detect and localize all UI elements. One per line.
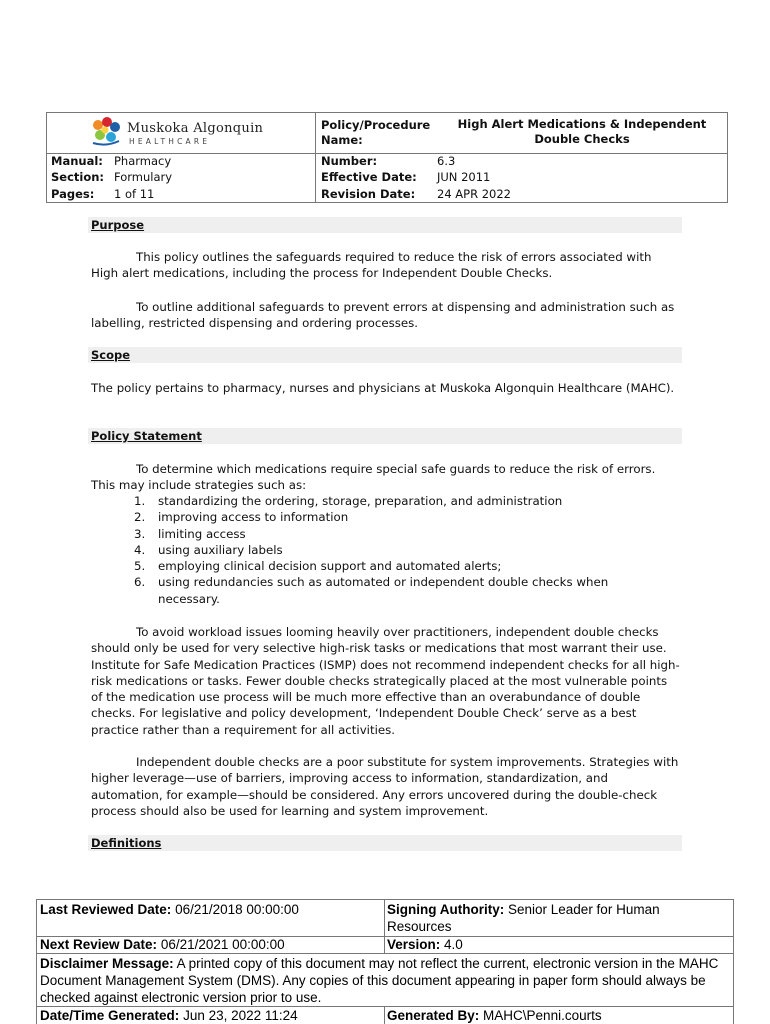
purpose-heading: Purpose — [91, 218, 145, 232]
generated-by-value: MAHC\Penni.courts — [483, 1008, 602, 1023]
list-item: 2. improving access to information — [134, 510, 349, 525]
list-item: 3. limiting access — [134, 526, 246, 541]
number-label: Number: — [321, 154, 378, 168]
policy-statement-heading-bar — [88, 428, 682, 444]
next-review-label: Next Review Date: — [40, 937, 158, 952]
revision-date-value: 24 APR 2022 — [437, 187, 512, 201]
policy-statement-paragraph-2: To avoid workload issues looming heavily over practitioners, independent double checks should only be used for very selective high-risk tasks or medications that most warrant their use. Institute for Safe Medication Practices (ISMP) does not recommend independent checks for all high-risk medications or tasks. Fewer double checks strategically placed at the most vulnerable points of the medication use process will be much more effective than an overabundance of double checks. For legislative and policy development, ‘Independent Double Check’ serve as a best practice rather than a requirement for all activities. — [91, 625, 680, 737]
scope-paragraph: The policy pertains to pharmacy, nurses and physicians at Muskoka Algonquin Healthcare (MAHC). — [91, 381, 675, 395]
policy-statement-heading: Policy Statement — [91, 429, 202, 443]
version-value: 4.0 — [444, 937, 463, 952]
purpose-paragraph-2: To outline additional safeguards to prevent errors at dispensing and administration such as labelling, restricted dispensing and ordering processes. — [91, 300, 675, 331]
strategy-list — [134, 493, 664, 607]
pages-value: 1 of 11 — [114, 187, 155, 201]
disclaimer — [40, 955, 730, 1006]
number-value: 6.3 — [437, 154, 456, 168]
policy-statement-intro: To determine which medications require special safe guards to reduce the risk of errors. This may include strategies such as: — [91, 462, 656, 493]
logo-name: Muskoka Algonquin — [127, 121, 264, 136]
scope-heading: Scope — [91, 348, 131, 362]
generated-date-value: Jun 23, 2022 11:24 — [183, 1008, 298, 1023]
next-review — [40, 936, 380, 953]
scope-heading-bar — [88, 347, 682, 363]
last-reviewed-label: Last Reviewed Date: — [40, 902, 172, 917]
list-item: 1. standardizing the ordering, storage, preparation, and administration — [134, 494, 563, 508]
logo-subname: HEALTHCARE — [129, 137, 211, 146]
list-item: 5. employing clinical decision support and automated alerts; — [134, 559, 502, 574]
pages-label: Pages: — [51, 187, 95, 201]
logo-cell — [47, 113, 315, 153]
mahc-logo — [89, 117, 279, 149]
list-item: 4. using auxiliary labels — [134, 542, 283, 557]
definitions-heading: Definitions — [91, 836, 162, 850]
mahc-logo-icon — [89, 117, 125, 149]
version — [387, 936, 727, 953]
policy-name-value: High Alert Medications & Independent Double Checks — [457, 117, 707, 146]
effective-date-value: JUN 2011 — [437, 170, 491, 184]
section-label: Section: — [51, 170, 105, 184]
disclaimer-value: A printed copy of this document may not reflect the current, electronic version in the MAHC Document Management System (DMS). Any copies of this document appearing in paper form should always be checked against electronic version prior to use. — [40, 956, 719, 1005]
last-reviewed-value: 06/21/2018 00:00:00 — [175, 902, 299, 917]
generated-by — [387, 1007, 727, 1024]
generated-date-label: Date/Time Generated: — [40, 1008, 180, 1023]
last-reviewed — [40, 901, 380, 918]
section-value: Formulary — [114, 170, 173, 184]
list-item: 6. using redundancies such as automated or independent double checks when necessary. — [134, 575, 609, 606]
generated-by-label: Generated By: — [387, 1008, 480, 1023]
purpose-paragraph-1: This policy outlines the safeguards required to reduce the risk of errors associated with High alert medications, including the process for Independent Double Checks. — [91, 250, 652, 281]
purpose-heading-bar — [88, 217, 682, 233]
definitions-heading-bar — [88, 835, 682, 851]
policy-header-table — [46, 112, 728, 203]
revision-date-label: Revision Date: — [321, 187, 416, 201]
manual-label: Manual: — [51, 154, 103, 168]
document-footer-table — [36, 899, 734, 1024]
generated-date — [40, 1007, 380, 1024]
effective-date-label: Effective Date: — [321, 170, 417, 184]
disclaimer-label: Disclaimer Message: — [40, 956, 174, 971]
next-review-value: 06/21/2021 00:00:00 — [160, 937, 285, 952]
signing-authority — [387, 901, 727, 935]
signing-authority-label: Signing Authority: — [387, 902, 505, 917]
manual-value: Pharmacy — [114, 154, 172, 168]
version-label: Version: — [387, 937, 441, 952]
policy-statement-paragraph-3: Independent double checks are a poor substitute for system improvements. Strategies with higher leverage—use of barriers, improving access to information, standardization, and automation, for example—should be considered. Any errors uncovered during the double-check process should also be used for learning and system improvement. — [91, 755, 679, 818]
policy-name-label: Policy/Procedure Name: — [321, 118, 431, 147]
signing-authority-value: Senior Leader for Human Resources — [387, 902, 660, 934]
